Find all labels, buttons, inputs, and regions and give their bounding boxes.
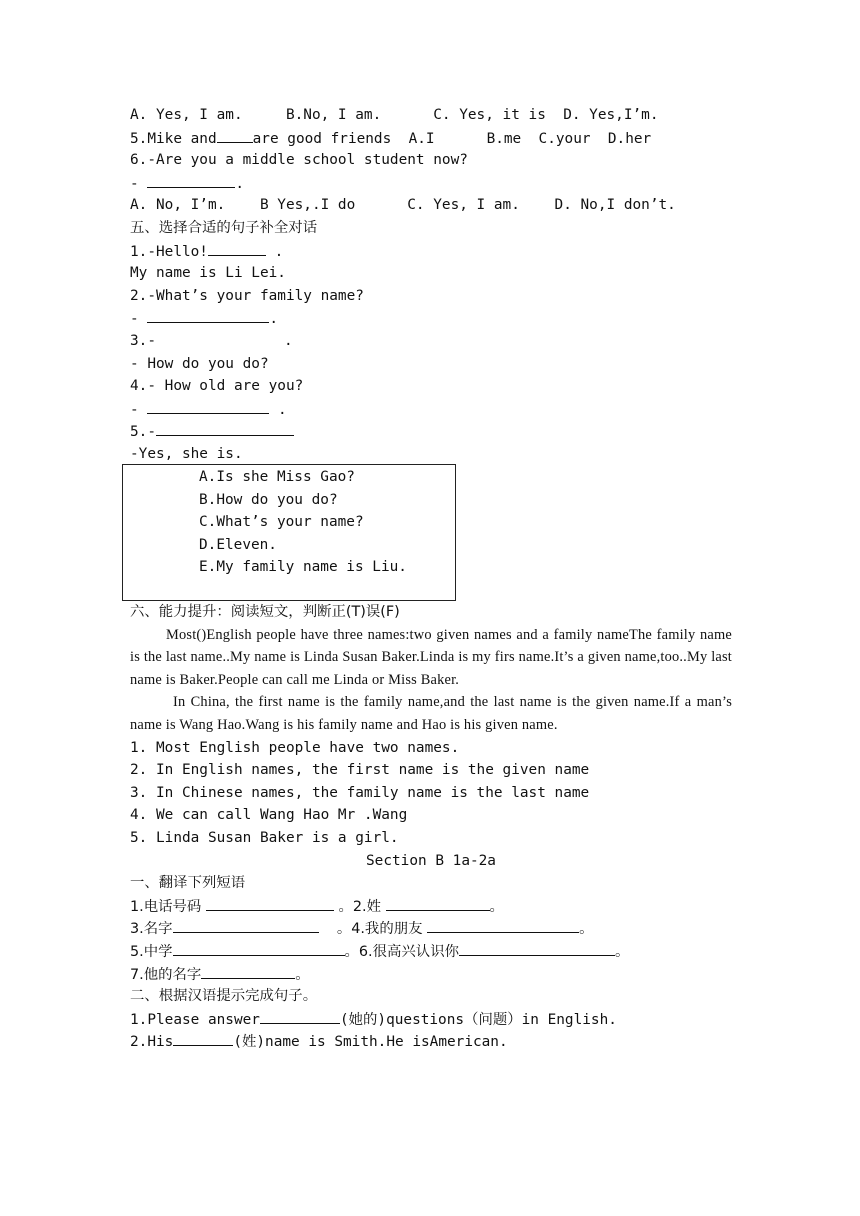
options-box xyxy=(122,464,456,601)
statement-5: 5. Linda Susan Baker is a girl. xyxy=(130,829,399,846)
dialog-8-suffix: . xyxy=(269,401,287,418)
phrase-4-label: 。4.我的朋友 xyxy=(318,921,428,938)
phrase-1-blank xyxy=(206,895,334,911)
q6-blank xyxy=(147,172,235,188)
dialog-4-suffix: . xyxy=(269,311,278,328)
phrase-6-label: 。6.很高兴认识你 xyxy=(344,943,459,960)
q5-suffix: are good friends A.I B.me C.your D.her xyxy=(252,130,652,147)
phrase-row-4 xyxy=(130,963,732,986)
phrase-1-label: 1.电话号码 xyxy=(130,898,206,915)
dialog-5-prefix: 3.- xyxy=(130,332,156,349)
sentence-1 xyxy=(130,1008,732,1031)
phrase-3-blank xyxy=(173,917,319,933)
sentence-2 xyxy=(130,1030,732,1053)
dialog-line-3: 2.-What’s your family name? xyxy=(130,287,364,304)
section5-title: 五、选择合适的句子补全对话 xyxy=(130,219,318,236)
phrase-3-label: 3.名字 xyxy=(130,921,173,938)
dialog-line-10: -Yes, she is. xyxy=(130,445,243,462)
phrase-row-2 xyxy=(130,917,732,940)
dialog-5-suffix: . xyxy=(284,332,293,349)
dialog-4-blank xyxy=(147,307,269,323)
phrase-2-label: 。2.姓 xyxy=(333,898,386,915)
phrase-5-blank xyxy=(173,940,345,956)
reading-paragraph-2: In China, the first name is the family name,and the last name is the given name.If a man’s name is Wang Hao.Wang is his family name and Hao is his given name. xyxy=(130,694,732,733)
q6-question: 6.-Are you a middle school student now? xyxy=(130,152,468,169)
dialog-line-7: 4.- How old are you? xyxy=(130,378,304,395)
dialog-9-blank xyxy=(156,420,294,436)
dialog-4-prefix: - xyxy=(130,311,148,328)
phrase-4-blank xyxy=(427,917,579,933)
option-c: C.What’s your name? xyxy=(199,514,364,531)
phrase-row-3-end: 。 xyxy=(614,943,630,960)
option-a: A.Is she Miss Gao? xyxy=(199,469,355,485)
q5-prefix: 5.Mike and xyxy=(130,130,217,147)
dialog-1-blank xyxy=(208,240,266,256)
phrase-6-blank xyxy=(459,940,615,956)
worksheet-page xyxy=(130,104,732,466)
statement-1: 1. Most English people have two names. xyxy=(130,739,460,756)
q6-answer-suffix: . xyxy=(235,175,244,192)
reading-paragraph-1: Most()English people have three names:two given names and a family nameThe family name is the last name..My name is Linda Susan Baker.Linda is my firs name.It’s a given name,too..My last name is Baker.People can call me Linda or Miss Baker. xyxy=(130,626,732,688)
q5-line xyxy=(130,127,732,150)
q6-options: A. No, I’m. B Yes,.I do C. Yes, I am. D. No,I don’t. xyxy=(130,197,676,214)
phrase-row-1 xyxy=(130,895,732,918)
q5-blank xyxy=(217,127,253,143)
q6-answer-line xyxy=(130,172,732,195)
phrase-row-3 xyxy=(130,940,732,963)
dialog-9-prefix: 5.- xyxy=(130,424,156,441)
sentence-2-prefix: 2.His xyxy=(130,1034,174,1051)
section6-title: 六、能力提升：阅读短文，判断正(T)误(F) xyxy=(130,604,400,620)
dialog-line-9 xyxy=(130,420,732,443)
dialog-line-1 xyxy=(130,240,732,263)
part1-title: 一、翻译下列短语 xyxy=(130,875,246,892)
dialog-line-4 xyxy=(130,307,732,330)
phrase-row-2-end: 。 xyxy=(579,921,594,938)
dialog-line-5 xyxy=(130,330,732,353)
phrase-row-4-end: 。 xyxy=(295,966,310,983)
dialog-1-suffix: . xyxy=(265,243,284,260)
statement-3: 3. In Chinese names, the family name is the last name xyxy=(130,784,590,801)
option-d: D.Eleven. xyxy=(199,536,277,553)
sentence-2-blank xyxy=(173,1030,233,1046)
statement-2: 2. In English names, the first name is the given name xyxy=(130,762,590,779)
q4-options: A. Yes, I am. B.No, I am. C. Yes, it is D. Yes,I’m. xyxy=(130,107,659,123)
dialog-line-8 xyxy=(130,398,732,421)
sentence-2-suffix: (姓)name is Smith.He isAmerican. xyxy=(233,1034,508,1051)
dialog-line-2: My name is Li Lei. xyxy=(130,265,286,282)
part2-title: 二、根据汉语提示完成句子。 xyxy=(130,988,318,1005)
statement-4: 4. We can call Wang Hao Mr .Wang xyxy=(130,807,408,824)
phrase-7-label: 7.他的名字 xyxy=(130,966,202,983)
sentence-1-suffix: (她的)questions（问题）in English. xyxy=(339,1011,617,1028)
section-b-heading: Section B 1a-2a xyxy=(366,852,496,869)
option-b: B.How do you do? xyxy=(199,491,338,508)
q6-answer-prefix: - xyxy=(130,175,148,192)
sentence-1-blank xyxy=(260,1008,340,1024)
phrase-2-blank xyxy=(386,895,490,911)
phrase-7-blank xyxy=(201,963,295,979)
dialog-8-blank xyxy=(147,398,269,414)
sentence-1-prefix: 1.Please answer xyxy=(130,1011,260,1028)
phrase-5-label: 5.中学 xyxy=(130,943,173,960)
phrase-row-1-end: 。 xyxy=(489,898,504,915)
dialog-1-prefix: 1.-Hello! xyxy=(130,243,208,260)
dialog-8-prefix: - xyxy=(130,401,148,418)
reading-section xyxy=(130,601,732,1053)
dialog-line-6: - How do you do? xyxy=(130,355,269,372)
option-e: E.My family name is Liu. xyxy=(199,559,407,576)
